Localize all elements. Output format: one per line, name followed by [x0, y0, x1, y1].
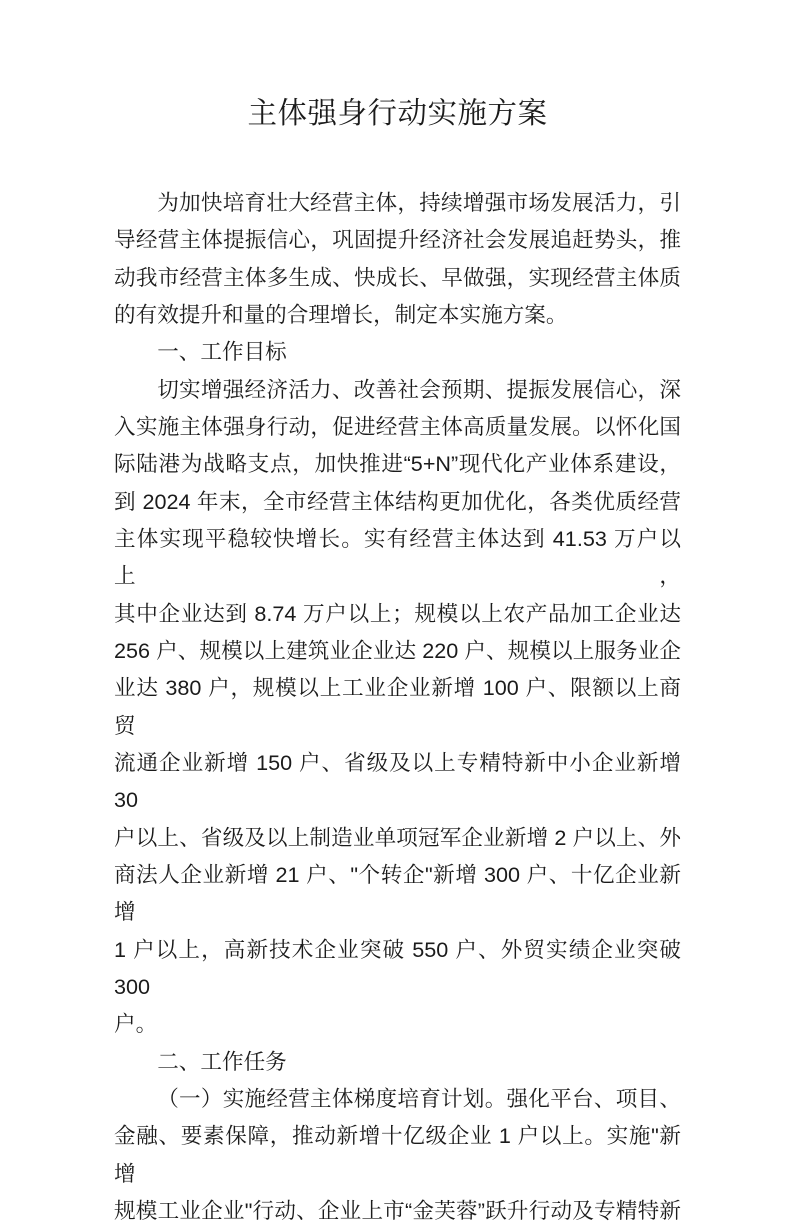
document-body: [114, 184, 681, 1229]
text-line: 商法人企业新增 21 户、"个转企"新增 300 户、十亿企业新增: [114, 861, 681, 925]
section-2: [114, 1043, 681, 1080]
text-line: 到 2024 年末，全市经营主体结构更加优化，各类优质经营: [114, 488, 681, 514]
text-line: 256 户、规模以上建筑业企业达 220 户、规模以上服务业企: [114, 637, 681, 663]
paragraph-tasks: [114, 1080, 681, 1229]
paragraph-goals: [114, 371, 681, 1043]
text-line: 为加快培育壮大经营主体，持续增强市场发展活力，引: [157, 190, 681, 215]
section-heading-tasks: 二、工作任务: [157, 1048, 287, 1074]
text-line: 入实施主体强身行动，促进经营主体高质量发展。以怀化国: [114, 413, 681, 439]
text-line: 的有效提升和量的合理增长，制定本实施方案。: [114, 301, 568, 327]
text-line: 导经营主体提振信心，巩固提升经济社会发展追赶势头，推: [114, 227, 681, 253]
text-line: 规模工业企业"行动、企业上市“金芙蓉”跃升行动及专精特新: [114, 1197, 681, 1223]
text-line: 户以上、省级及以上制造业单项冠军企业新增 2 户以上、外: [114, 824, 681, 850]
text-line: 1 户以上，高新技术企业突破 550 户、外贸实绩企业突破 300: [114, 936, 681, 999]
text-line: （一）实施经营主体梯度培育计划。强化平台、项目、: [157, 1085, 681, 1111]
paragraph-intro: [114, 184, 681, 333]
section-heading-goals: 一、工作目标: [157, 339, 287, 365]
text-line: 业达 380 户，规模以上工业企业新增 100 户、限额以上商贸: [114, 675, 681, 738]
text-line: 主体实现平稳较快增长。实有经营主体达到 41.53 万户以上，: [114, 525, 681, 589]
section-1: [114, 333, 681, 370]
document-title: 主体强身行动实施方案: [247, 97, 548, 130]
text-line: 户。: [114, 1011, 158, 1037]
text-line: 金融、要素保障，推动新增十亿级企业 1 户以上。实施"新增: [114, 1123, 681, 1186]
text-line: 其中企业达到 8.74 万户以上；规模以上农产品加工企业达: [114, 600, 681, 626]
text-line: 切实增强经济活力、改善社会预期、提振发展信心，深: [157, 376, 681, 402]
text-line: 际陆港为战略支点，加快推进“5+N”现代化产业体系建设，: [114, 451, 681, 477]
text-line: 动我市经营主体多生成、快成长、早做强，实现经营主体质: [114, 264, 681, 290]
text-line: 流通企业新增 150 户、省级及以上专精特新中小企业新增 30: [114, 749, 681, 813]
